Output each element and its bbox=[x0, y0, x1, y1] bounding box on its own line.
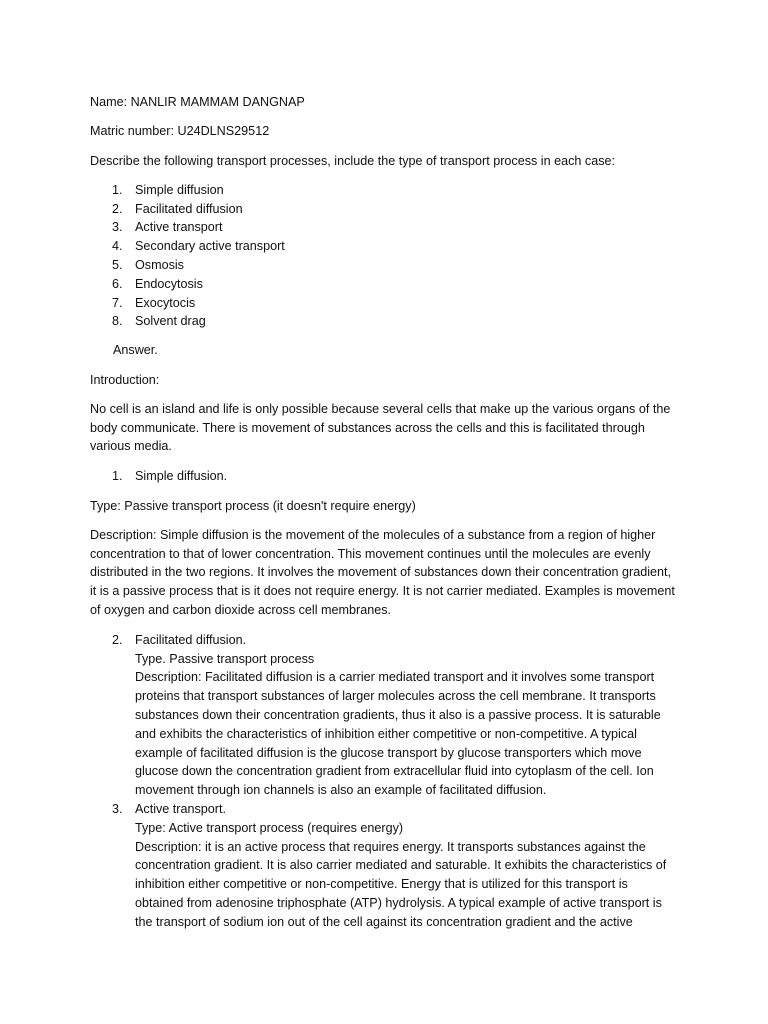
list-item: 3. Active transport bbox=[112, 220, 223, 235]
section-title: Facilitated diffusion. bbox=[135, 632, 247, 647]
question-prompt: Describe the following transport processes, include the type of transport process in each case: bbox=[90, 153, 616, 168]
section-description: Description: Facilitated diffusion is a carrier mediated transport and it involves some transport proteins that transport substances of larger molecules across the cell membrane. It transports substances down their concentration gradients, thus it also is a passive process. It is saturable and exhibits the characteristics of inhibition either competitive or non-competitive. A typical example of facilitated diffusion is the glucose transport by glucose transporters which move glucose down the concentration gradient from extracellular fluid into cytoplasm of the cell. Ion movement through ion channels is also an example of facilitated diffusion. bbox=[135, 670, 661, 798]
matric-number: Matric number: U24DLNS29512 bbox=[90, 124, 270, 139]
introduction-body: No cell is an island and life is only possible because several cells that make up the various organs of the body communicate. There is movement of substances across the cells and this is facilitated through various media. bbox=[90, 401, 671, 454]
list-item: 7. Exocytocis bbox=[112, 295, 196, 310]
list-item: 8. Solvent drag bbox=[112, 314, 206, 329]
document-body bbox=[90, 93, 678, 932]
list-item: 6. Endocytosis bbox=[112, 276, 203, 291]
topic-list bbox=[90, 181, 678, 331]
list-item: 5. Osmosis bbox=[112, 258, 184, 273]
section-description: Description: it is an active process that requires energy. It transports substances against the concentration gradient. It is also carrier mediated and saturable. It exhibits the characteristics of inhibition either competitive or non-competitive. Energy that is utilized for this transport is obtained from adenosine triphosphate (ATP) hydrolysis. A typical example of active transport is the transport of sodium ion out of the cell against its concentration gradient and the active bbox=[135, 839, 667, 929]
section-type-simple-diffusion: Type: Passive transport process (it doesn't require energy) bbox=[90, 498, 416, 513]
section-description-simple-diffusion: Description: Simple diffusion is the movement of the molecules of a substance from a region of higher concentration to that of lower concentration. This movement continues until the molecules are evenly distributed in the two regions. It involves the movement of substances down their concentration gradient, it is a passive process that is it does not require energy. It is not carrier mediated. Examples is movement of oxygen and carbon dioxide across cell membranes. bbox=[90, 527, 675, 618]
introduction-heading: Introduction: bbox=[90, 372, 160, 387]
section-type: Type. Passive transport process bbox=[135, 651, 315, 666]
list-item: 2. Facilitated diffusion bbox=[112, 201, 243, 216]
answer-label: Answer. bbox=[113, 343, 158, 358]
section-active-transport: 3. Active transport. Type: Active transport process (requires energy) Description: it is an active process that requires energy. It transports substances against the concentration gradient. It is also carrier mediated and saturable. It exhibits the characteristics of inhibition either competitive or non-competitive. Energy that is utilized for this transport is obtained from adenosine triphosphate (ATP) hydrolysis. A typical example of active transport is the transport of sodium ion out of the cell against its concentration gradient and the active bbox=[90, 800, 678, 932]
list-item: 4. Secondary active transport bbox=[112, 239, 285, 254]
section-title: Active transport. bbox=[135, 802, 226, 816]
section-heading-simple-diffusion: 1. Simple diffusion. bbox=[112, 469, 228, 484]
section-type: Type: Active transport process (requires energy) bbox=[135, 820, 404, 835]
section-facilitated-diffusion: 2. Facilitated diffusion. Type. Passive transport process Description: Facilitated diffusion is a carrier mediated transport and it involves some transport proteins that transport substances of larger molecules across the cell membrane. It transports substances down their concentration gradients, thus it also is a passive process. It is saturable and exhibits the characteristics of inhibition either competitive or non-competitive. A typical example of facilitated diffusion is the glucose transport by glucose transporters which move glucose down the concentration gradient from extracellular fluid into cytoplasm of the cell. Ion movement through ion channels is also an example of facilitated diffusion. bbox=[90, 631, 678, 800]
list-item: 1. Simple diffusion bbox=[112, 182, 224, 197]
student-name: Name: NANLIR MAMMAM DANGNAP bbox=[90, 95, 305, 109]
